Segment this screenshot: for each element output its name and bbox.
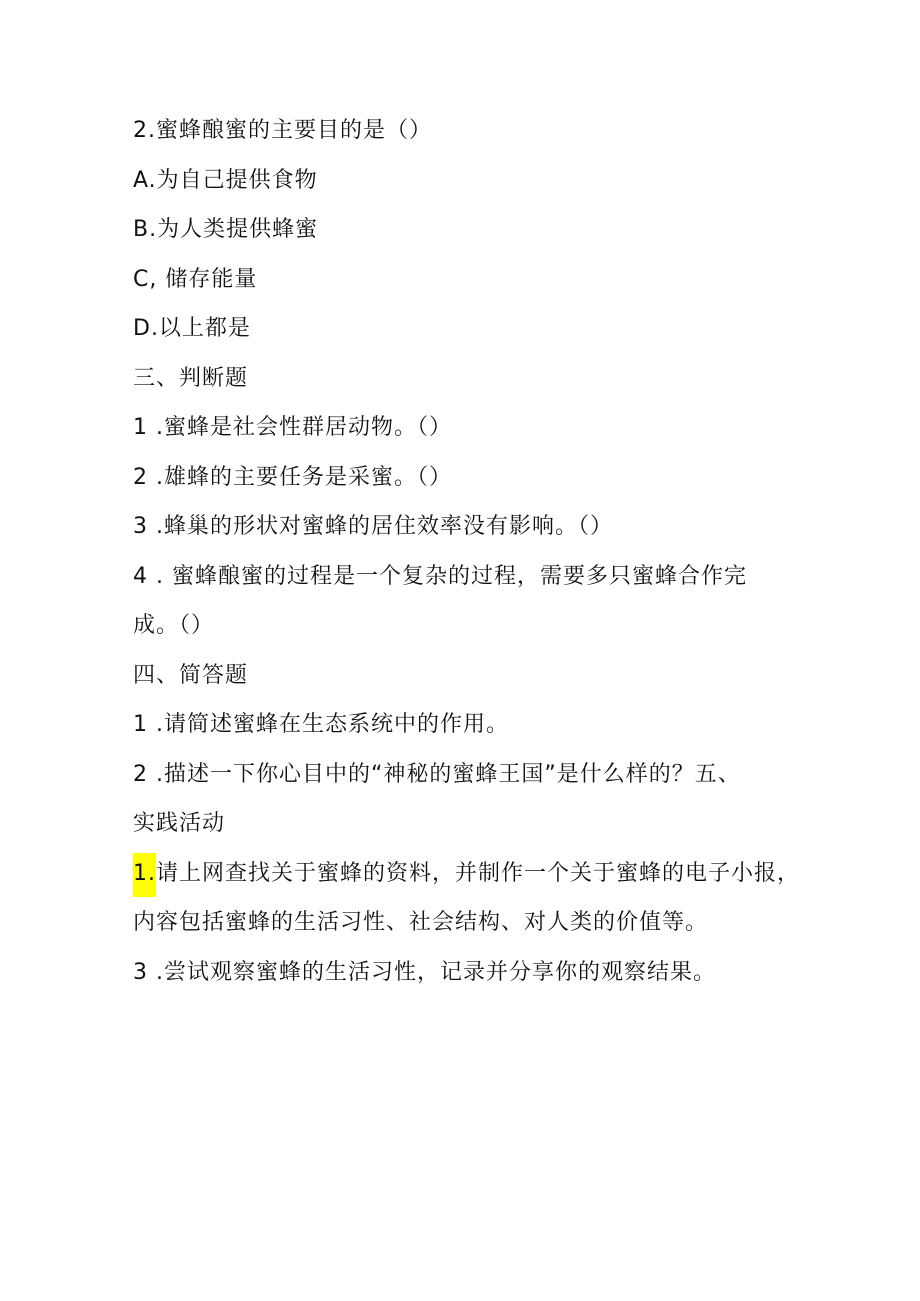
option-a: A.为自己提供食物 — [133, 168, 318, 193]
section-5-heading: 实践活动 — [133, 811, 226, 836]
judge-item-4-cont: 成。（） — [133, 613, 215, 638]
question-2-stem: 2.蜜蜂酿蜜的主要目的是（） — [133, 118, 432, 143]
short-answer-1: 1 .请简述蜜蜂在生态系统中的作用。 — [133, 712, 509, 737]
section-4-heading: 四、简答题 — [133, 663, 249, 688]
practice-item-3: 3 .尝试观察蜜蜂的生活习性，记录并分享你的观察结果。 — [133, 960, 716, 985]
option-d: D.以上都是 — [133, 316, 251, 341]
section-3-heading: 三、判断题 — [133, 366, 249, 391]
option-c: C, 储存能量 — [133, 267, 258, 292]
short-answer-2: 2 .描述一下你心目中的“神秘的蜜蜂王国”是什么样的？五、 — [133, 762, 741, 787]
judge-item-3: 3 .蜂巢的形状对蜜蜂的居住效率没有影响。（） — [133, 514, 613, 539]
highlighted-number: 1. — [133, 853, 156, 897]
judge-item-4: 4 . 蜜蜂酿蜜的过程是一个复杂的过程，需要多只蜜蜂合作完 — [133, 564, 747, 589]
practice-item-1-text: 请上网查找关于蜜蜂的资料，并制作一个关于蜜蜂的电子小报， — [156, 861, 801, 886]
option-b: B.为人类提供蜂蜜 — [133, 217, 319, 242]
practice-item-1 — [133, 859, 800, 889]
judge-item-1: 1 .蜜蜂是社会性群居动物。（） — [133, 415, 452, 440]
practice-item-1-cont: 内容包括蜜蜂的生活习性、社会结构、对人类的价值等。 — [133, 910, 709, 935]
judge-item-2: 2 .雄蜂的主要任务是采蜜。（） — [133, 465, 452, 490]
